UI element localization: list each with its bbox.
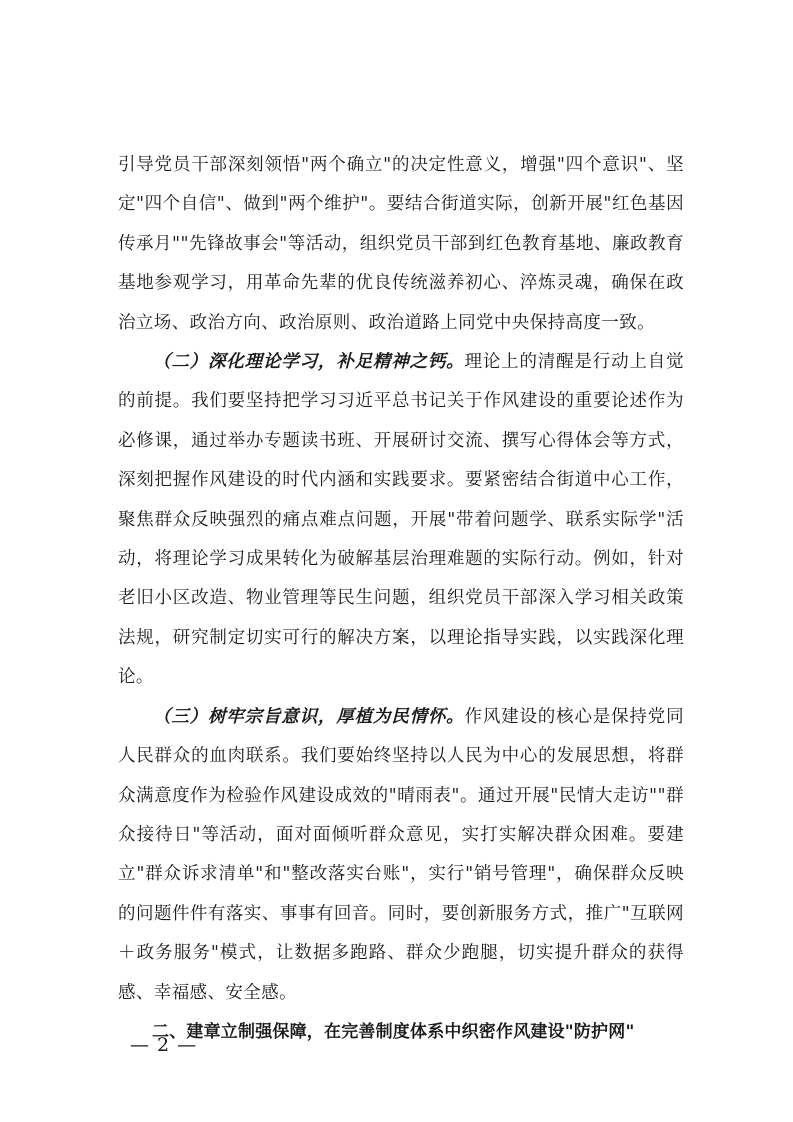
page-number: — 2 — — [130, 1034, 198, 1056]
paragraph-purpose-awareness — [118, 698, 684, 1013]
subheading-theory-study: （二）深化理论学习，补足精神之钙。 — [153, 352, 465, 373]
subheading-purpose-awareness: （三）树牢宗旨意识，厚植为民情怀。 — [153, 706, 465, 727]
paragraph-theory-study — [118, 343, 684, 698]
document-body — [118, 146, 684, 1052]
paragraph-theory-study-body: 理论上的清醒是行动上自觉的前提。我们要坚持把学习习近平总书记关于作风建设的重要论述作为必修课，通过举办专题读书班、开展研讨交流、撰写心得体会等方式，深刻把握作风建设的时代内涵和实践要求。要紧密结合街道中心工作，聚焦群众反映强烈的痛点难点问题，开展"带着问题学、联系实际学"活动，将理论学习成果转化为破解基层治理难题的实际行动。例如，针对老旧小区改造、物业管理等民生问题，组织党员干部深入学习相关政策法规，研究制定切实可行的解决方案，以理论指导实践，以实践深化理论。 — [118, 352, 684, 688]
section-heading: 二、建章立制强保障，在完善制度体系中织密作风建设"防护网" — [152, 1021, 635, 1042]
paragraph-purpose-awareness-body: 作风建设的核心是保持党同人民群众的血肉联系。我们要始终坚持以人民为中心的发展思想，将群众满意度作为检验作风建设成效的"晴雨表"。通过开展"民情大走访""群众接待日"等活动，面对面倾听群众意见，实打实解决群众困难。要建立"群众诉求清单"和"整改落实台账"，实行"销号管理"，确保群众反映的问题件件有落实、事事有回音。同时，要创新服务方式，推广"互联网＋政务服务"模式，让数据多跑路、群众少跑腿，切实提升群众的获得感、幸福感、安全感。 — [118, 706, 684, 1003]
paragraph-intro: 引导党员干部深刻领悟"两个确立"的决定性意义，增强"四个意识"、坚定"四个自信"、做到"两个维护"。要结合街道实际，创新开展"红色基因传承月""先锋故事会"等活动，组织党员干部到红色教育基地、廉政教育基地参观学习，用革命先辈的优良传统滋养初心、淬炼灵魂，确保在政治立场、政治方向、政治原则、政治道路上同党中央保持高度一致。 — [118, 155, 684, 333]
